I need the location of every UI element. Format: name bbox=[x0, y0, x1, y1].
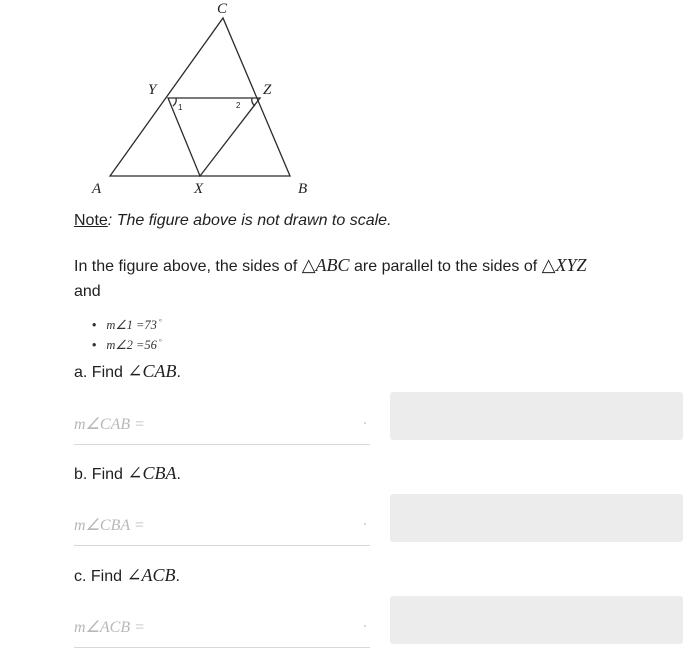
note-label: Note bbox=[74, 212, 108, 229]
input-marker bbox=[364, 523, 366, 525]
question-b-angle: ∠CBA bbox=[127, 463, 177, 483]
given-text: m∠2 =56 bbox=[106, 338, 157, 352]
statement-after: and bbox=[74, 283, 101, 300]
input-marker bbox=[364, 625, 366, 627]
question-b bbox=[74, 463, 181, 484]
answer-c-feedback-panel bbox=[390, 596, 683, 644]
label-c: C bbox=[217, 1, 228, 17]
statement-middle: are parallel to the sides of bbox=[349, 258, 542, 275]
triangle-abc-notation: △ABC bbox=[301, 255, 350, 275]
question-b-suffix: . bbox=[176, 466, 181, 483]
answer-b-input[interactable] bbox=[74, 509, 354, 543]
label-x: X bbox=[194, 181, 204, 197]
bullet-icon: • bbox=[92, 318, 97, 332]
label-z: Z bbox=[263, 82, 272, 98]
note-text: : The figure above is not drawn to scale. bbox=[107, 212, 392, 229]
degree-symbol: ° bbox=[158, 318, 162, 326]
answer-a-row bbox=[74, 408, 370, 445]
question-c-angle: ∠ACB bbox=[126, 565, 176, 585]
question-b-prefix: b. Find bbox=[74, 466, 128, 483]
triangle-xyz-notation: △XYZ bbox=[541, 255, 587, 275]
bullet-icon: • bbox=[92, 338, 97, 352]
angle-2-arc bbox=[252, 98, 255, 106]
given-item bbox=[92, 332, 162, 352]
label-y: Y bbox=[148, 82, 157, 98]
answer-c-row bbox=[74, 611, 370, 648]
question-c-suffix: . bbox=[175, 568, 180, 585]
input-marker bbox=[364, 422, 366, 424]
given-item bbox=[92, 312, 162, 332]
question-a-suffix: . bbox=[176, 364, 181, 381]
answer-a-feedback-panel bbox=[390, 392, 683, 440]
label-b: B bbox=[298, 181, 308, 197]
degree-symbol: ° bbox=[158, 338, 162, 346]
question-a bbox=[74, 361, 181, 382]
angle-1-label: 1 bbox=[178, 103, 183, 112]
question-a-prefix: a. Find bbox=[74, 364, 128, 381]
answer-b-feedback-panel bbox=[390, 494, 683, 542]
note bbox=[74, 212, 392, 230]
angle-1-arc bbox=[173, 98, 176, 106]
givens-list bbox=[92, 312, 162, 352]
answer-b-row bbox=[74, 509, 370, 546]
angle-2-label: 2 bbox=[236, 101, 241, 110]
problem-statement bbox=[74, 253, 674, 304]
label-a: A bbox=[92, 181, 102, 197]
given-text: m∠1 =73 bbox=[106, 318, 157, 332]
answer-c-input[interactable] bbox=[74, 611, 354, 645]
answer-a-input[interactable] bbox=[74, 408, 354, 442]
statement-before: In the figure above, the sides of bbox=[74, 258, 302, 275]
question-c bbox=[74, 565, 180, 586]
question-c-prefix: c. Find bbox=[74, 568, 127, 585]
question-a-angle: ∠CAB bbox=[127, 361, 177, 381]
triangle-figure bbox=[80, 0, 320, 205]
